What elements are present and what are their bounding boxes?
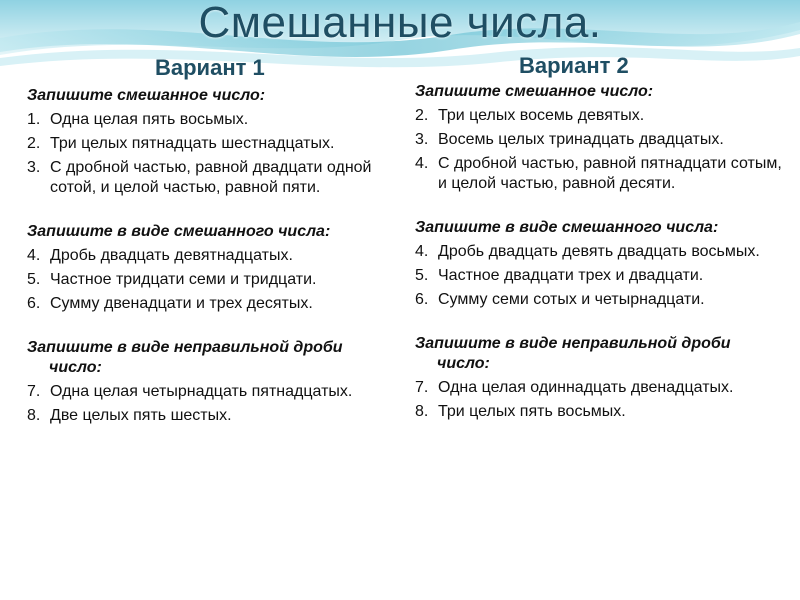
- item-number: 7.: [415, 379, 429, 396]
- item-number: 2.: [27, 135, 41, 152]
- item-number: 4.: [415, 155, 429, 172]
- item-number: 8.: [415, 403, 429, 420]
- item-number: 6.: [415, 291, 429, 308]
- list-item: [415, 290, 785, 310]
- list-item: [415, 154, 785, 194]
- item-number: 8.: [27, 407, 41, 424]
- item-text: Одна целая одиннадцать двенадцатых.: [438, 379, 734, 396]
- section-heading: Запишите в виде неправильной дроби число:: [27, 339, 343, 376]
- list-item: [415, 266, 785, 286]
- item-number: 3.: [415, 131, 429, 148]
- list-item: [27, 406, 397, 426]
- item-number: 5.: [415, 267, 429, 284]
- item-text: Частное двадцати трех и двадцати.: [438, 267, 704, 284]
- variant-1-column: [27, 86, 397, 426]
- section-heading: Запишите смешанное число:: [415, 83, 654, 100]
- item-number: 7.: [27, 383, 41, 400]
- item-text: Дробь двадцать девять двадцать восьмых.: [438, 243, 760, 260]
- section-heading: Запишите в виде неправильной дроби число:: [415, 335, 731, 372]
- list-item: [27, 270, 397, 290]
- item-text: Три целых восемь девятых.: [438, 107, 645, 124]
- item-text: С дробной частью, равной двадцати одной сотой, и целой частью, равной пяти.: [50, 159, 372, 196]
- list-item: [27, 246, 397, 266]
- item-number: 4.: [27, 247, 41, 264]
- item-text: Одна целая пять восьмых.: [50, 111, 249, 128]
- item-text: С дробной частью, равной пятнадцати сотым, и целой частью, равной десяти.: [438, 155, 782, 192]
- item-number: 1.: [27, 111, 41, 128]
- item-text: Сумму двенадцати и трех десятых.: [50, 295, 313, 312]
- item-number: 5.: [27, 271, 41, 288]
- item-text: Три целых пять восьмых.: [438, 403, 626, 420]
- list-item: [27, 158, 397, 198]
- list-item: [27, 294, 397, 314]
- list-item: [415, 378, 785, 398]
- variant-1-label: Вариант 1: [155, 55, 265, 80]
- list-item: [27, 110, 397, 130]
- item-text: Две целых пять шестых.: [50, 407, 232, 424]
- section-heading: Запишите в виде смешанного числа:: [27, 223, 331, 240]
- item-number: 4.: [415, 243, 429, 260]
- list-item: [415, 106, 785, 126]
- list-item: [415, 242, 785, 262]
- page-title: Смешанные числа.: [198, 0, 602, 47]
- item-number: 3.: [27, 159, 41, 176]
- item-text: Одна целая четырнадцать пятнадцатых.: [50, 383, 353, 400]
- item-text: Частное тридцати семи и тридцати.: [50, 271, 317, 288]
- item-text: Восемь целых тринадцать двадцатых.: [438, 131, 724, 148]
- item-number: 2.: [415, 107, 429, 124]
- section-heading: Запишите смешанное число:: [27, 87, 266, 104]
- item-text: Три целых пятнадцать шестнадцатых.: [50, 135, 335, 152]
- item-number: 6.: [27, 295, 41, 312]
- list-item: [415, 402, 785, 422]
- section-heading: Запишите в виде смешанного числа:: [415, 219, 719, 236]
- list-item: [27, 134, 397, 154]
- list-item: [27, 382, 397, 402]
- variant-2-column: [415, 82, 785, 422]
- variant-2-label: Вариант 2: [519, 53, 629, 78]
- list-item: [415, 130, 785, 150]
- item-text: Сумму семи сотых и четырнадцати.: [438, 291, 705, 308]
- item-text: Дробь двадцать девятнадцатых.: [50, 247, 293, 264]
